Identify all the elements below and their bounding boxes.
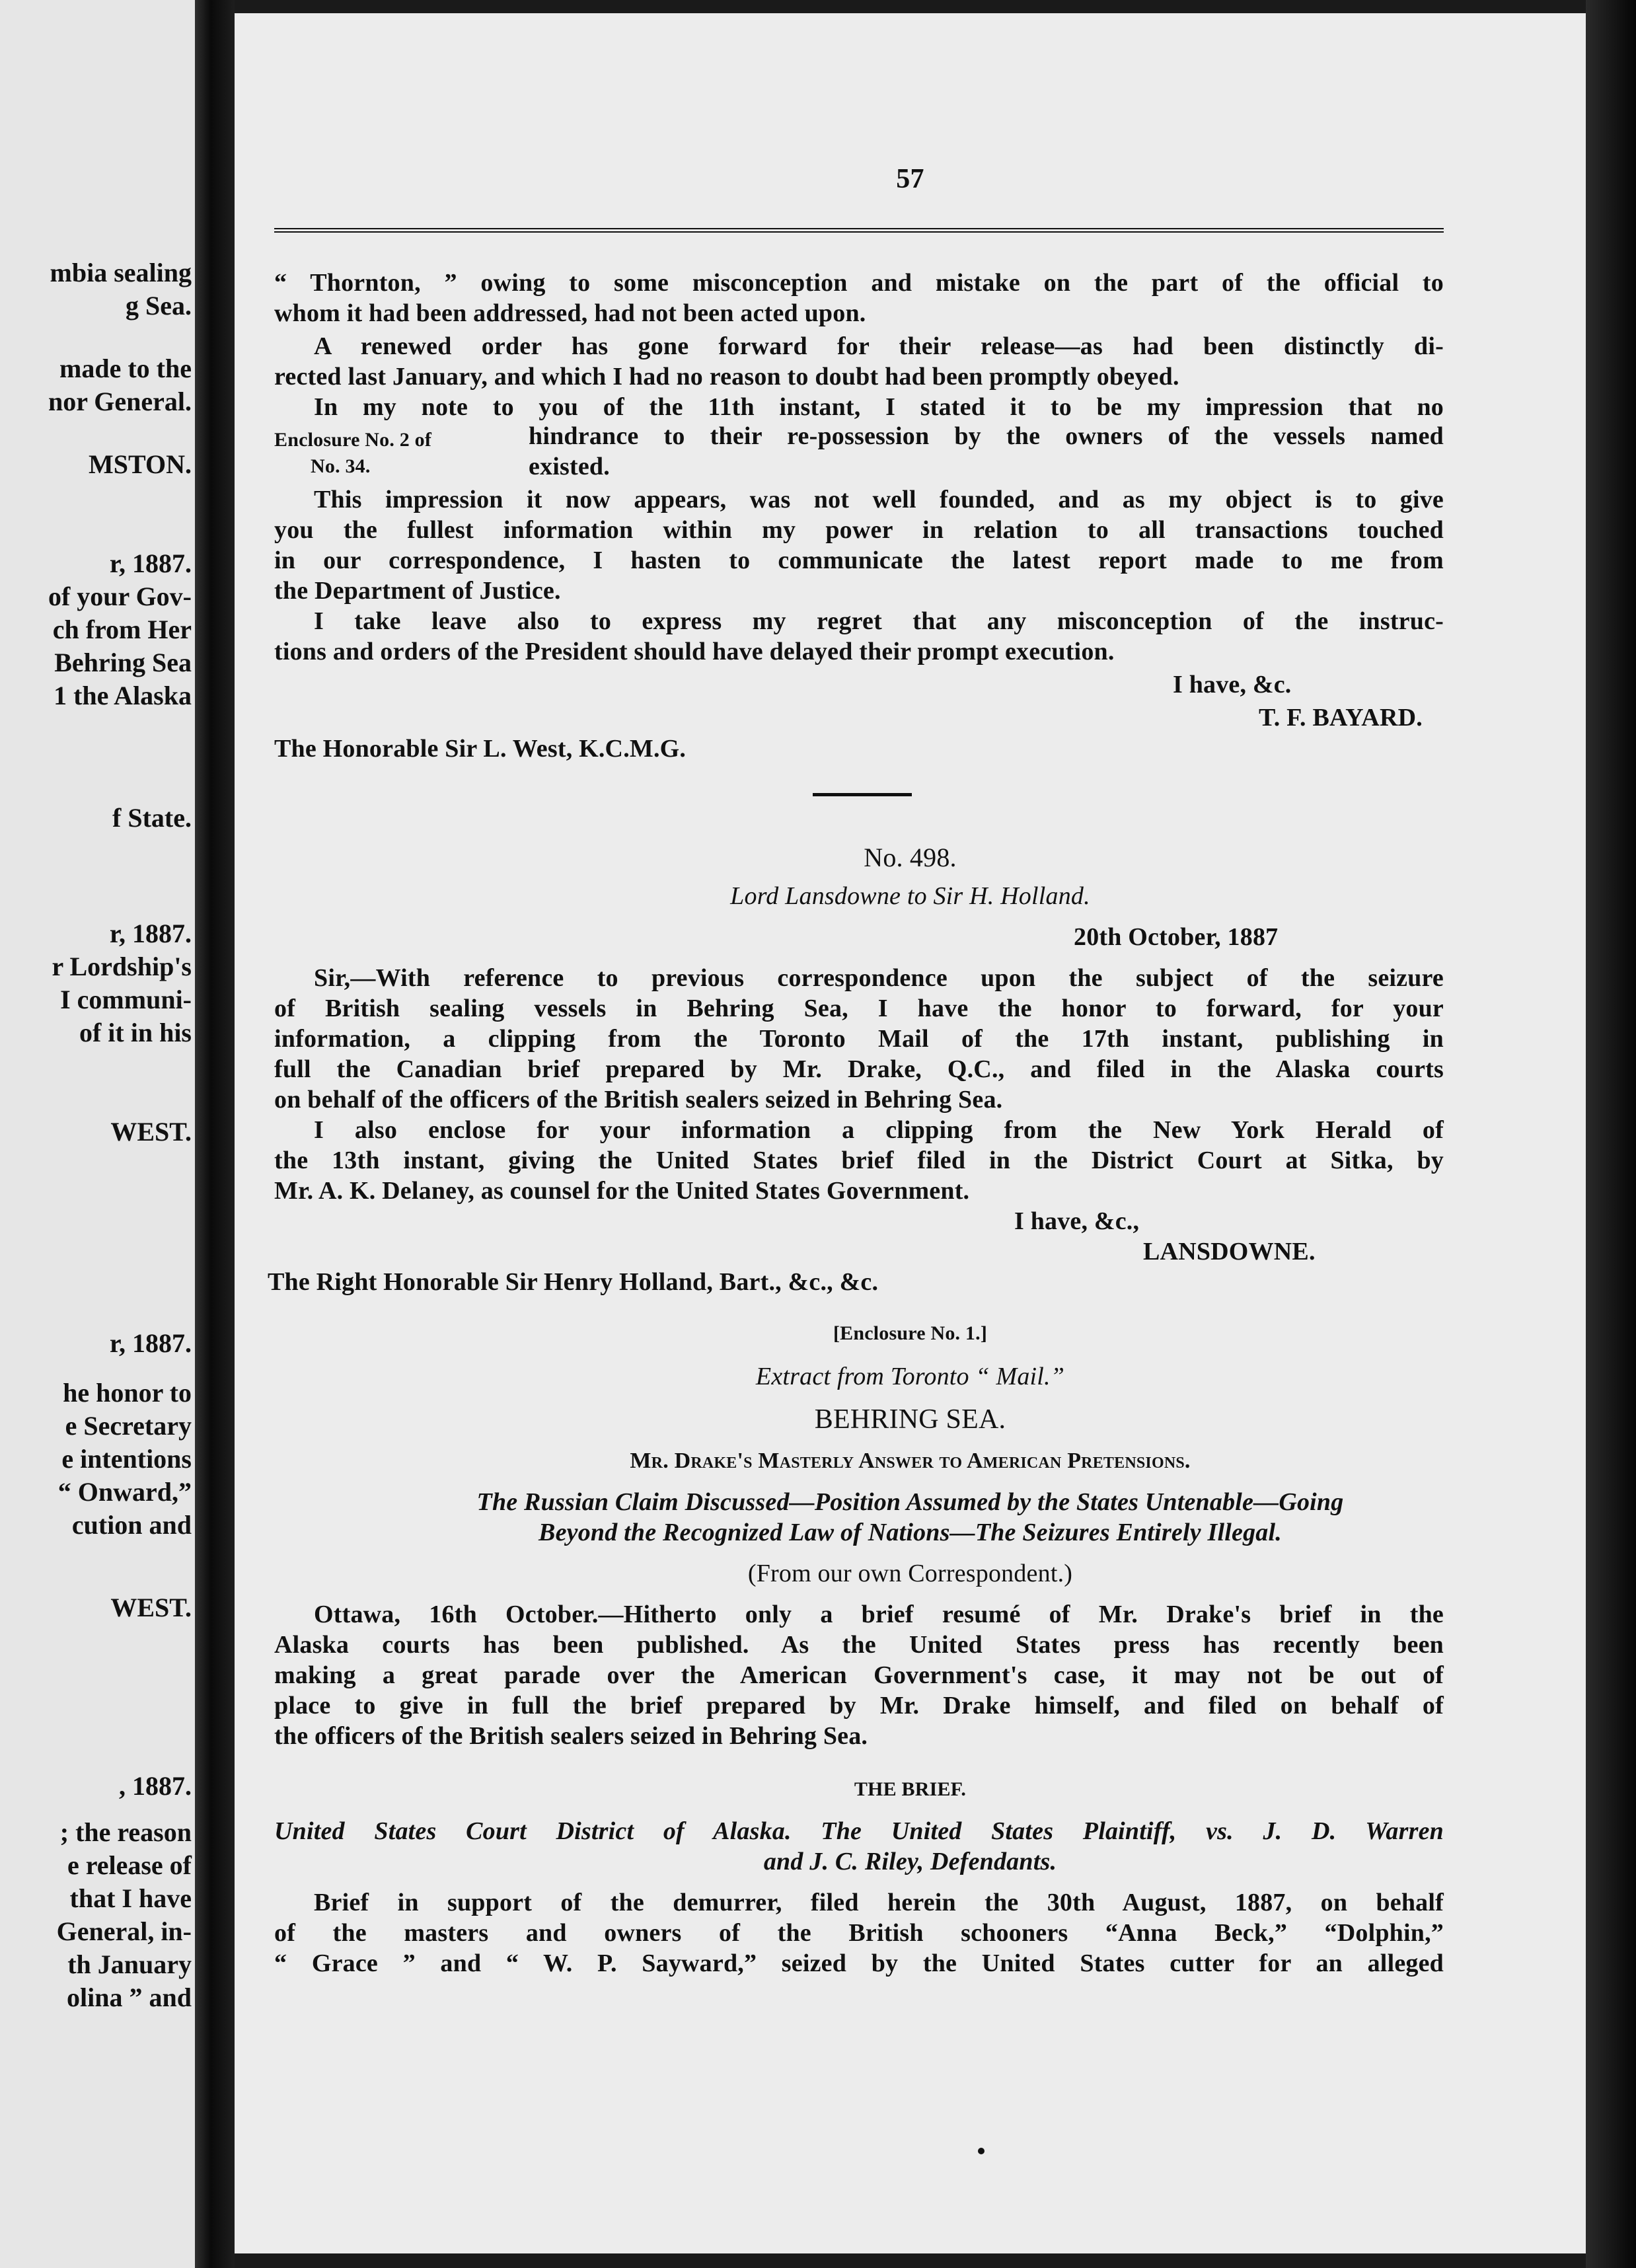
text-line: I also enclose for your information a clipping from the New York Herald of: [314, 1116, 1444, 1144]
right-page: [235, 13, 1586, 2253]
left-margin-line: olina ” and: [67, 1983, 192, 2012]
enclosure-title: Extract from Toronto “ Mail.”: [755, 1363, 1065, 1390]
signature: T. F. BAYARD.: [1259, 704, 1423, 732]
text-line: the 13th instant, giving the United States brief filed in the District Court at Sitka, by: [274, 1147, 1444, 1174]
book-spine: [195, 0, 235, 2268]
margin-note: No. 34.: [311, 455, 371, 477]
left-margin-line: ch from Her: [52, 615, 192, 644]
left-margin-line: of it in his: [79, 1018, 192, 1047]
signature: LANSDOWNE.: [1143, 1238, 1316, 1266]
ink-dot: [978, 2148, 985, 2154]
left-margin-line: “ Onward,”: [57, 1477, 192, 1507]
left-margin-line: r, 1887.: [109, 1328, 192, 1358]
text-line: whom it had been addressed, had not been acted upon.: [274, 299, 866, 327]
left-margin-line: cution and: [71, 1510, 192, 1540]
left-margin-line: WEST.: [110, 1117, 192, 1147]
brief-heading: THE BRIEF.: [854, 1778, 967, 1800]
subheadline: Mr. Drake's Masterly Answer to American Pretensions.: [630, 1449, 1191, 1473]
text-line: in our correspondence, I hasten to communicate the latest report made to me from: [274, 547, 1444, 574]
left-page-fragment: [0, 0, 195, 2268]
section-divider: [813, 793, 912, 796]
text-line: of the masters and owners of the British schooners “Anna Beck,” “Dolphin,”: [274, 1919, 1444, 1947]
headline: BEHRING SEA.: [814, 1404, 1006, 1435]
left-margin-line: e release of: [67, 1850, 192, 1880]
deck-line: The Russian Claim Discussed—Position Assumed by the States Untenable—Going: [476, 1488, 1344, 1516]
text-line: information, a clipping from the Toronto Mail of the 17th instant, publishing in: [274, 1025, 1444, 1053]
left-margin-line: WEST.: [110, 1593, 192, 1622]
deck-line: Beyond the Recognized Law of Nations—The Seizures Entirely Illegal.: [539, 1519, 1282, 1546]
text-line: Brief in support of the demurrer, filed herein the 30th August, 1887, on behalf: [314, 1889, 1444, 1916]
left-margin-line: I communi-: [60, 985, 192, 1014]
text-line: Ottawa, 16th October.—Hitherto only a brief resumé of Mr. Drake's brief in the: [314, 1601, 1444, 1628]
header-rule: [274, 228, 1444, 233]
text-line: “ Grace ” and “ W. P. Sayward,” seized by the United States cutter for an alleged: [274, 1949, 1444, 1977]
closing: I have, &c.,: [1014, 1207, 1140, 1235]
document-date: 20th October, 1887: [1074, 923, 1279, 951]
text-line: you the fullest information within my power in relation to all transactions touched: [274, 516, 1444, 544]
text-line: Mr. A. K. Delaney, as counsel for the United States Government.: [274, 1177, 970, 1205]
text-line: rected last January, and which I had no reason to doubt had been promptly obeyed.: [274, 363, 1179, 391]
text-line: the officers of the British sealers seized in Behring Sea.: [274, 1722, 868, 1750]
document-number: No. 498.: [864, 843, 957, 872]
left-margin-line: nor General.: [48, 387, 192, 416]
text-line: hindrance to their re-possession by the owners of the vessels named: [529, 422, 1444, 450]
text-line: of British sealing vessels in Behring Sea, I have the honor to forward, for your: [274, 995, 1444, 1022]
page-edge: [1586, 0, 1636, 2268]
document-heading: Lord Lansdowne to Sir H. Holland.: [730, 882, 1090, 910]
enclosure-label: [Enclosure No. 1.]: [833, 1322, 988, 1344]
closing: I have, &c.: [1173, 671, 1292, 699]
left-margin-line: ; the reason: [59, 1817, 192, 1847]
left-margin-line: r Lordship's: [52, 952, 192, 981]
left-margin-line: , 1887.: [119, 1771, 192, 1801]
byline: (From our own Correspondent.): [747, 1560, 1073, 1587]
text-line: This impression it now appears, was not well founded, and as my object is to give: [314, 486, 1444, 513]
text-line: “ Thornton, ” owing to some misconception and mistake on the part of the official to: [274, 269, 1444, 297]
addressee: The Right Honorable Sir Henry Holland, Bart., &c., &c.: [268, 1268, 879, 1296]
left-margin-line: that I have: [69, 1883, 192, 1913]
left-margin-line: Behring Sea: [54, 648, 192, 677]
left-margin-line: he honor to: [63, 1378, 192, 1408]
left-margin-line: r, 1887.: [109, 919, 192, 948]
text-line: In my note to you of the 11th instant, I stated it to be my impression that no: [314, 393, 1444, 421]
text-line: making a great parade over the American Government's case, it may not be out of: [274, 1661, 1444, 1689]
left-margin-line: MSTON.: [89, 449, 192, 479]
left-margin-line: mbia sealing: [50, 258, 192, 287]
text-line: the Department of Justice.: [274, 577, 561, 605]
text-line: place to give in full the brief prepared by Mr. Drake himself, and filed on behalf of: [274, 1692, 1444, 1720]
left-margin-line: of your Gov-: [48, 582, 192, 611]
text-line: A renewed order has gone forward for their release—as had been distinctly di-: [314, 332, 1444, 360]
text-line: Sir,—With reference to previous correspondence upon the subject of the seizure: [314, 964, 1444, 992]
left-margin-line: g Sea.: [126, 291, 192, 321]
left-margin-line: 1 the Alaska: [54, 681, 192, 710]
left-margin-line: th January: [67, 1949, 192, 1979]
left-margin-line: General, in-: [56, 1916, 192, 1946]
left-margin-line: f State.: [112, 803, 192, 833]
addressee: The Honorable Sir L. West, K.C.M.G.: [274, 735, 687, 763]
text-line: existed.: [529, 453, 610, 480]
page-number: 57: [896, 164, 924, 194]
case-line: United States Court District of Alaska. The United States Plaintiff, vs. J. D. Warren: [274, 1817, 1444, 1845]
text-line: on behalf of the officers of the British sealers seized in Behring Sea.: [274, 1086, 1003, 1114]
left-margin-line: r, 1887.: [109, 548, 192, 578]
left-margin-line: made to the: [59, 354, 192, 383]
text-line: tions and orders of the President should have delayed their prompt execution.: [274, 638, 1115, 665]
left-margin-line: e intentions: [61, 1444, 192, 1474]
left-margin-line: e Secretary: [65, 1411, 192, 1441]
text-line: Alaska courts has been published. As the United States press has recently been: [274, 1631, 1444, 1659]
text-line: full the Canadian brief prepared by Mr. Drake, Q.C., and filed in the Alaska courts: [274, 1055, 1444, 1083]
case-line: and J. C. Riley, Defendants.: [763, 1848, 1057, 1875]
text-line: I take leave also to express my regret that any misconception of the instruc-: [314, 607, 1444, 635]
margin-note: Enclosure No. 2 of: [274, 429, 432, 451]
